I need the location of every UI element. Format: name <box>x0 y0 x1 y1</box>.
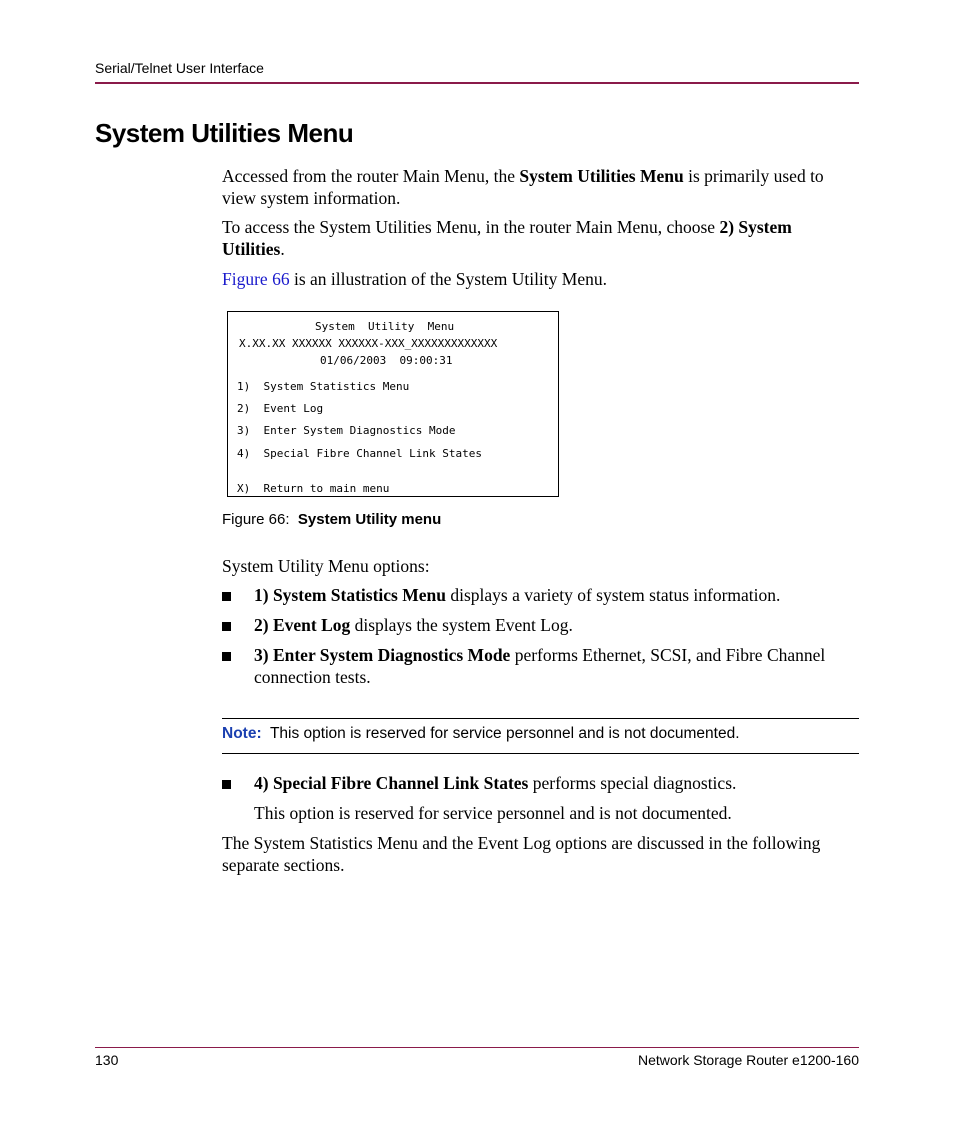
page-title: System Utilities Menu <box>95 118 354 148</box>
bullet-bold: 1) System Statistics Menu <box>254 585 446 605</box>
bullet-square-icon <box>222 622 231 631</box>
bullet-bold: 3) Enter System Diagnostics Mode <box>254 645 511 665</box>
bullet-square-icon <box>222 592 231 601</box>
note-label: Note: <box>222 725 262 742</box>
bullet-item <box>222 584 858 606</box>
bullet-text: performs special diagnostics. <box>528 773 737 793</box>
caption-text: System Utility menu <box>297 511 442 528</box>
p2-text-a: To access the System Utilities Menu, in the router Main Menu, choose <box>222 217 720 237</box>
note-rule-top <box>222 718 859 719</box>
p3-text-rest: is an illustration of the System Utility Menu. <box>289 269 607 289</box>
note-rule-bottom <box>222 753 859 754</box>
bullet-text: performs Ethernet, SCSI, and Fibre Channel connection tests. <box>254 645 826 687</box>
figure-caption <box>222 511 441 528</box>
p2-text-bold: 2) System Utilities <box>222 217 792 259</box>
terminal-datetime: 01/06/2003 09:00:31 <box>320 354 453 367</box>
intro-paragraph-3 <box>222 268 858 290</box>
footer-doc-title: Network Storage Router e1200-160 <box>637 1052 859 1068</box>
bullet-square-icon <box>222 780 231 789</box>
page-number: 130 <box>95 1052 119 1068</box>
bullet-square-icon <box>222 652 231 661</box>
footer-rule <box>95 1047 859 1048</box>
terminal-item-3: 3) Enter System Diagnostics Mode <box>237 424 456 437</box>
figure-66-link[interactable]: Figure 66 <box>222 269 290 289</box>
note-text: This option is reserved for service personnel and is not documented. <box>269 725 740 742</box>
bullet-item <box>222 614 858 636</box>
closing-paragraph: The System Statistics Menu and the Event Log options are discussed in the following separate sections. <box>222 833 821 875</box>
header-rule <box>95 82 859 84</box>
p1-text-a: Accessed from the router Main Menu, the <box>222 166 520 186</box>
bullet-bold: 2) Event Log <box>254 615 351 635</box>
terminal-exit: X) Return to main menu <box>237 482 390 495</box>
note-box <box>222 725 740 743</box>
bullet-4-followup: This option is reserved for service personnel and is not documented. <box>254 803 732 823</box>
terminal-item-4: 4) Special Fibre Channel Link States <box>237 447 483 460</box>
bullet-text: displays the system Event Log. <box>350 615 573 635</box>
intro-paragraph-2 <box>222 216 858 260</box>
terminal-item-1: 1) System Statistics Menu <box>237 380 410 393</box>
options-intro: System Utility Menu options: <box>222 556 430 576</box>
p1-text-c: is primarily used to view system information. <box>222 166 824 208</box>
terminal-title: System Utility Menu <box>315 320 455 333</box>
p2-text-c: . <box>280 239 285 259</box>
bullet-item <box>222 772 858 794</box>
running-header: Serial/Telnet User Interface <box>95 60 264 76</box>
p1-text-bold: System Utilities Menu <box>519 166 684 186</box>
intro-paragraph-1 <box>222 165 858 209</box>
bullet-item <box>222 644 858 688</box>
bullet-bold: 4) Special Fibre Channel Link States <box>254 773 529 793</box>
caption-label: Figure 66: <box>222 511 290 528</box>
terminal-item-2: 2) Event Log <box>237 402 324 415</box>
bullet-text: displays a variety of system status information. <box>446 585 781 605</box>
terminal-version: X.XX.XX XXXXXX XXXXXX-XXX_XXXXXXXXXXXXX <box>239 337 498 350</box>
terminal-screenshot <box>227 311 559 497</box>
